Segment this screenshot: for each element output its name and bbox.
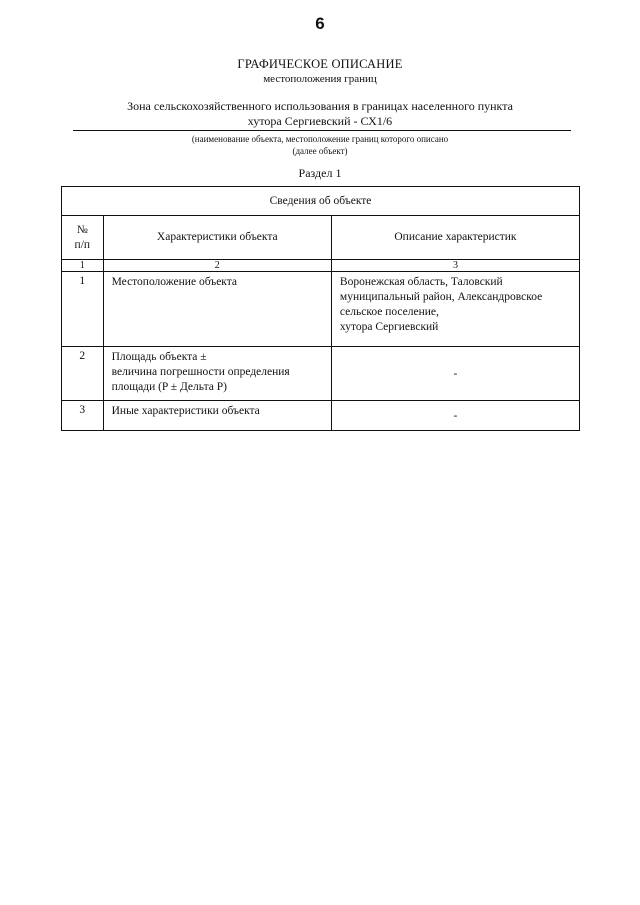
row-characteristic-line: величина погрешности определения bbox=[111, 366, 290, 378]
row-characteristic bbox=[103, 272, 331, 347]
column-index-2: 2 bbox=[103, 260, 331, 272]
row-characteristic-line: площади (P ± Дельта P) bbox=[111, 381, 227, 393]
row-description-line: сельское поселение, bbox=[339, 306, 439, 318]
object-name-line-1: Зона сельскохозяйственного использования в границах населенного пункта bbox=[127, 99, 513, 113]
object-name-hint bbox=[0, 133, 640, 157]
row-number: 1 bbox=[62, 272, 104, 347]
row-characteristic-line: Местоположение объекта bbox=[111, 276, 238, 288]
header-characteristics: Характеристики объекта bbox=[103, 216, 331, 260]
document-subtitle: местоположения границ bbox=[263, 73, 377, 85]
object-name-line-2: хутора Сергиевский - СХ1/6 bbox=[247, 114, 393, 128]
row-characteristic bbox=[103, 401, 331, 431]
table-row bbox=[62, 272, 580, 347]
row-number: 3 bbox=[62, 401, 104, 431]
row-characteristic-line: Площадь объекта ± bbox=[111, 351, 207, 363]
row-characteristic bbox=[103, 347, 331, 401]
column-index-1: 1 bbox=[62, 260, 104, 272]
table-caption: Сведения об объекте bbox=[62, 187, 580, 216]
section-label: Раздел 1 bbox=[298, 166, 342, 180]
row-description: - bbox=[331, 347, 579, 401]
row-description bbox=[331, 272, 579, 347]
object-name bbox=[0, 99, 640, 129]
header-description: Описание характеристик bbox=[331, 216, 579, 260]
header-num bbox=[62, 216, 104, 260]
object-hint-line-1: (наименование объекта, местоположение границ которого описано bbox=[191, 134, 449, 144]
row-description-line: муниципальный район, Александровское bbox=[339, 291, 543, 303]
object-info-table bbox=[61, 186, 580, 431]
row-description-line: хутора Сергиевский bbox=[339, 321, 439, 333]
header-num-line-2: п/п bbox=[74, 238, 91, 251]
column-index-row bbox=[62, 260, 580, 272]
header-num-line-1: № bbox=[76, 223, 88, 236]
column-index-3: 3 bbox=[331, 260, 579, 272]
page-number: 6 bbox=[315, 14, 325, 33]
table-row bbox=[62, 401, 580, 431]
row-description-line: Воронежская область, Таловский bbox=[339, 276, 503, 288]
row-number: 2 bbox=[62, 347, 104, 401]
row-description: - bbox=[331, 401, 579, 431]
document-title: ГРАФИЧЕСКОЕ ОПИСАНИЕ bbox=[237, 57, 403, 71]
row-characteristic-line: Иные характеристики объекта bbox=[111, 405, 260, 417]
table-caption-row bbox=[62, 187, 580, 216]
object-name-underline bbox=[73, 130, 571, 131]
table-header-row bbox=[62, 216, 580, 260]
table-row bbox=[62, 347, 580, 401]
object-hint-line-2: (далее объект) bbox=[292, 146, 348, 156]
